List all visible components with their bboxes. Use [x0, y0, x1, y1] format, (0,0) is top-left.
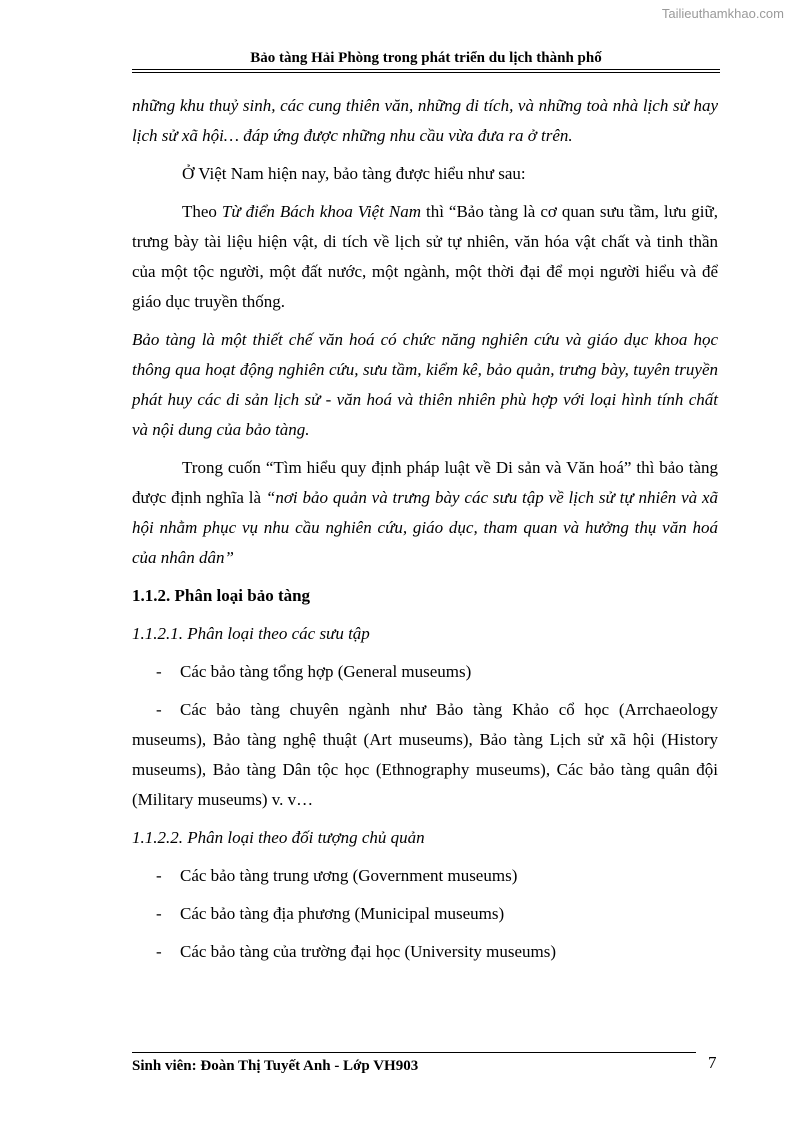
running-header: Bảo tàng Hải Phòng trong phát triển du lịch thành phố: [250, 50, 602, 66]
paragraph-continuation: những khu thuỷ sinh, các cung thiên văn, những di tích, và những toà nhà lịch sử hay lịch sử xã hội… đáp ứng được những nhu cầu vừa đưa ra ở trên.: [132, 96, 718, 145]
text-post: thì “Bảo tàng là cơ quan sưu tầm, lưu giữ, trưng bày tài liệu hiện vật, di tích về lịch sử tự nhiên, văn hóa vật chất và tinh thần của một tộc người, một đất nước, một ngành, một thời đại để mọi người hiểu và để giáo dục truyền thống.: [132, 202, 718, 311]
list-item: [132, 937, 718, 967]
dash-bullet: -: [156, 662, 162, 681]
paragraph-museum-function: Bảo tàng là một thiết chế văn hoá có chức năng nghiên cứu và giáo dục khoa học thông qua hoạt động nghiên cứu, sưu tầm, kiểm kê, bảo quản, trưng bày, tuyên truyền phát huy các di sản lịch sử - văn hoá và thiên nhiên phù hợp với loại hình tính chất và nội dung của bảo tàng.: [132, 330, 718, 439]
list-item-text: Các bảo tàng của trường đại học (University museums): [180, 942, 557, 961]
subsection-heading-ownership: 1.1.2.2. Phân loại theo đối tượng chủ quản: [132, 828, 425, 847]
subsection-heading-collections: 1.1.2.1. Phân loại theo các sưu tập: [132, 624, 370, 643]
header-rule-thin: [132, 72, 720, 73]
list-item-text: Các bảo tàng trung ương (Government museums): [180, 866, 518, 885]
dash-bullet: -: [156, 700, 162, 719]
page-body: [132, 91, 718, 975]
watermark: Tailieuthamkhao.com: [661, 6, 784, 21]
list-item: [132, 695, 718, 815]
list-item-text: Các bảo tàng tổng hợp (General museums): [180, 662, 472, 681]
paragraph-intro: Ở Việt Nam hiện nay, bảo tàng được hiểu như sau:: [182, 164, 526, 183]
list-item: [132, 861, 718, 891]
dash-bullet: -: [156, 904, 162, 923]
list-item-text: Các bảo tàng chuyên ngành như Bảo tàng Khảo cổ học (Arrchaeology museums), Bảo tàng nghệ thuật (Art museums), Bảo tàng Lịch sử xã hội (History museums), Bảo tàng Dân tộc học (Ethnography museums), Các bảo tàng quân đội (Military museums) v. v…: [132, 700, 718, 809]
dash-bullet: -: [156, 866, 162, 885]
section-heading: 1.1.2. Phân loại bảo tàng: [132, 586, 311, 605]
list-item: [132, 899, 718, 929]
list-item-text: Các bảo tàng địa phương (Municipal museums): [180, 904, 505, 923]
text-pre: Theo: [182, 202, 222, 221]
source-title: Từ điển Bách khoa Việt Nam: [221, 202, 422, 221]
footer-rule: [132, 1052, 696, 1053]
paragraph-legal-definition: [132, 453, 718, 573]
page-number: 7: [708, 1053, 717, 1072]
list-item: [132, 657, 718, 687]
header-rule-thick: [132, 69, 720, 70]
paragraph-encyclopedia-definition: [132, 197, 718, 317]
text-pre: Trong cuốn “Tìm hiểu quy định pháp luật về Di sản và Văn hoá” thì bảo tàng được định nghĩa là: [132, 458, 718, 507]
dash-bullet: -: [156, 942, 162, 961]
footer-student: Sinh viên: Đoàn Thị Tuyết Anh - Lớp VH903: [132, 1058, 419, 1074]
quoted-definition: “nơi bảo quản và trưng bày các sưu tập về lịch sử tự nhiên và xã hội nhằm phục vụ nhu cầu nghiên cứu, giáo dục, tham quan và hưởng thụ văn hoá của nhân dân”: [132, 488, 719, 567]
